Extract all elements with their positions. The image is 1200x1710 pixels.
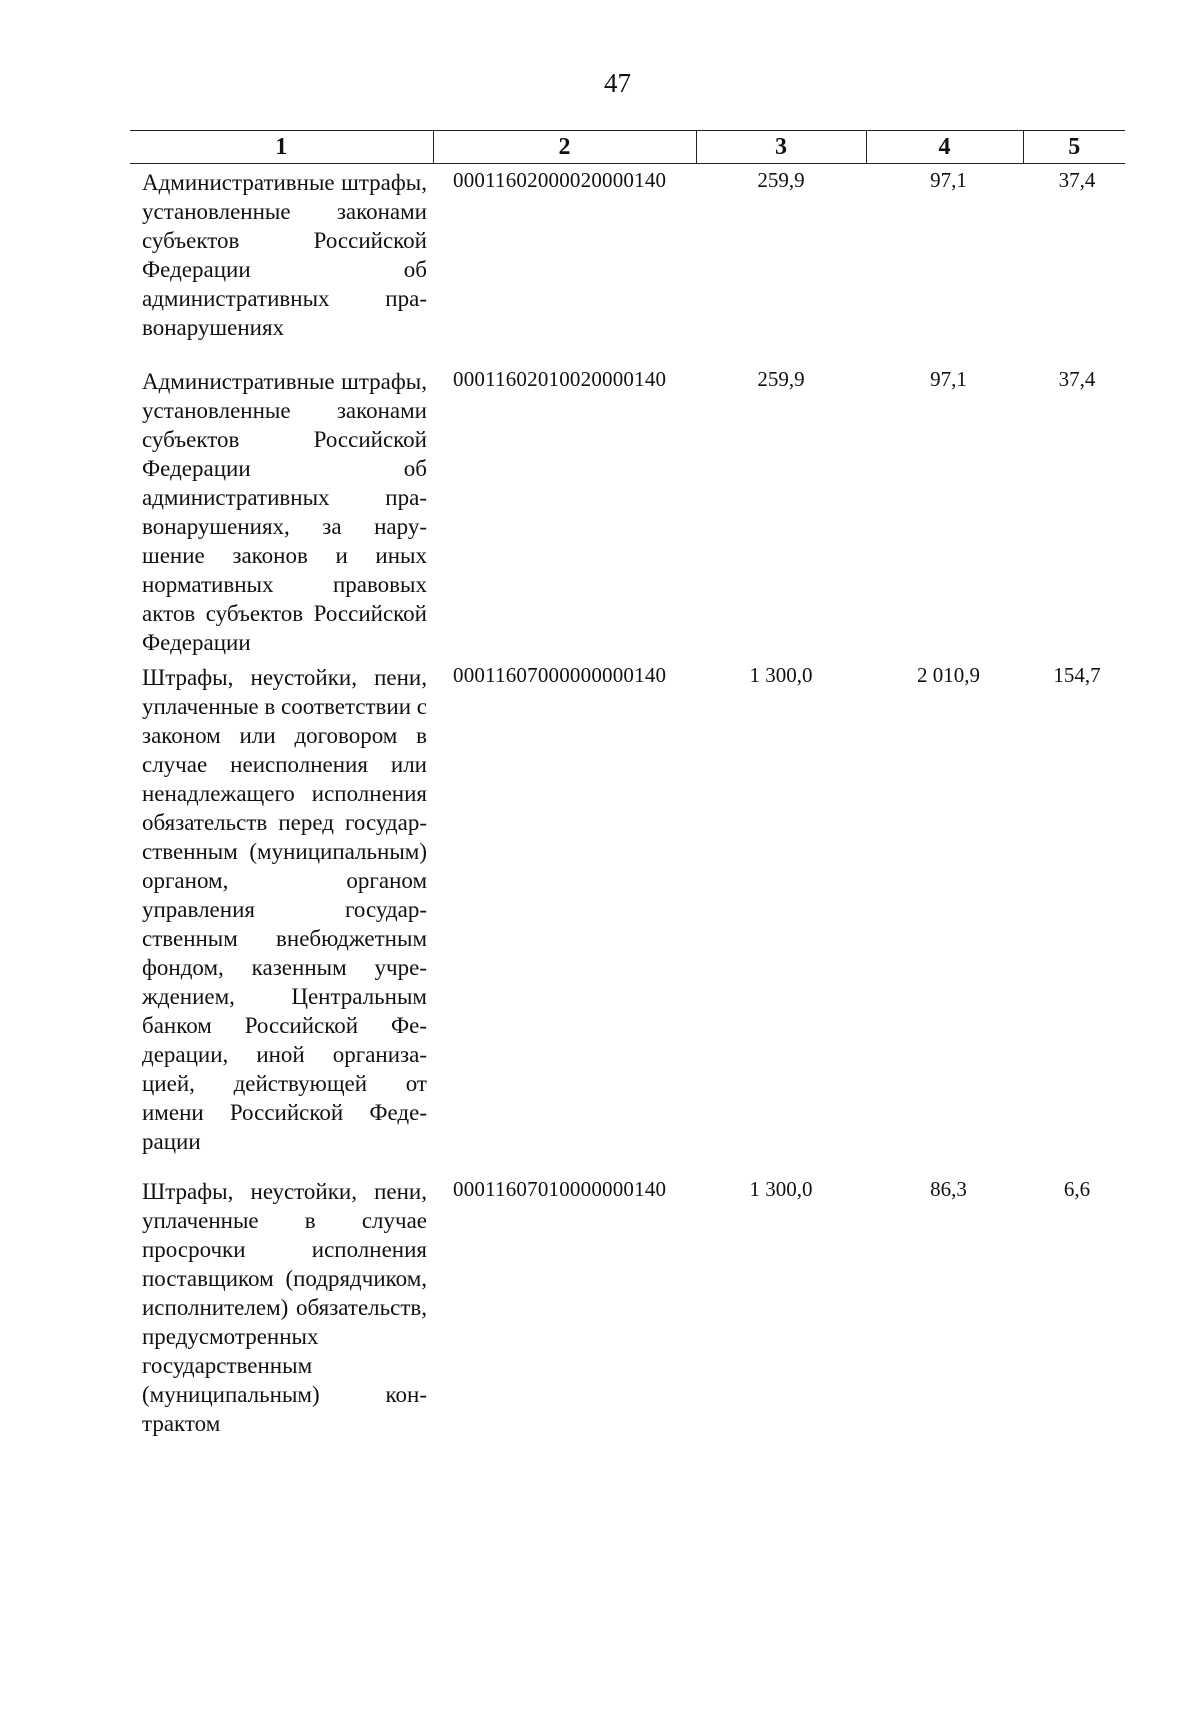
budget-table [130, 130, 1125, 1457]
row-name: Штрафы, неустойки, пени, уплаченные в случае просрочки исполнения поставщиком (подрядчиком, исполнителем) обязательств, предусмотренных государственным (муниципальным) контрактом [142, 1179, 427, 1436]
table-row [130, 1173, 1125, 1457]
page-number: 47 [604, 68, 631, 98]
header-row [130, 131, 1125, 164]
row-col3-value: 259,9 [757, 367, 805, 391]
column-header-3: 3 [696, 131, 866, 164]
budget-table-container [130, 130, 1125, 1457]
table-row [130, 659, 1125, 1173]
row-name: Штрафы, неустойки, пени, уплаченные в соответствии с законом или договором в случае неисполнения или ненадлежащего исполнения обязательств перед государственным (муниципальным) органом, органом управления государственным внебюджетным фондом, казенным учреждением, Центральным банком Российской Федерации, иной организацией, действующей от имени Российской Федерации [142, 665, 427, 1154]
row-col5-value: 154,7 [1053, 663, 1101, 687]
row-col3-value: 1 300,0 [749, 663, 813, 687]
table-row [130, 164, 1125, 364]
row-col4-value: 97,1 [930, 168, 967, 192]
row-code: 00011607010000000140 [453, 1177, 667, 1201]
row-col5-value: 6,6 [1063, 1177, 1091, 1201]
row-col4-value: 97,1 [930, 367, 967, 391]
row-col4-value: 2 010,9 [917, 663, 980, 687]
row-code: 00011602000020000140 [453, 168, 667, 192]
row-col5-value: 37,4 [1058, 367, 1096, 391]
column-header-1: 1 [130, 131, 433, 164]
table-row [130, 363, 1125, 659]
row-code: 00011602010020000140 [453, 367, 667, 391]
row-col3-value: 259,9 [757, 168, 805, 192]
row-col5-value: 37,4 [1058, 168, 1096, 192]
row-col4-value: 86,3 [930, 1177, 967, 1201]
column-header-4: 4 [866, 131, 1023, 164]
row-code: 00011607000000000140 [453, 663, 667, 687]
row-name: Административные штрафы, установленные законами субъектов Российской Федерации об административных правонарушениях, за нарушение законов и иных нормативных правовых актов субъектов Российской Федерации [142, 369, 427, 655]
row-name: Административные штрафы, установленные законами субъектов Российской Федерации об административных правонарушениях [142, 170, 427, 340]
column-header-5: 5 [1023, 131, 1125, 164]
column-header-2: 2 [433, 131, 696, 164]
row-col3-value: 1 300,0 [749, 1177, 813, 1201]
